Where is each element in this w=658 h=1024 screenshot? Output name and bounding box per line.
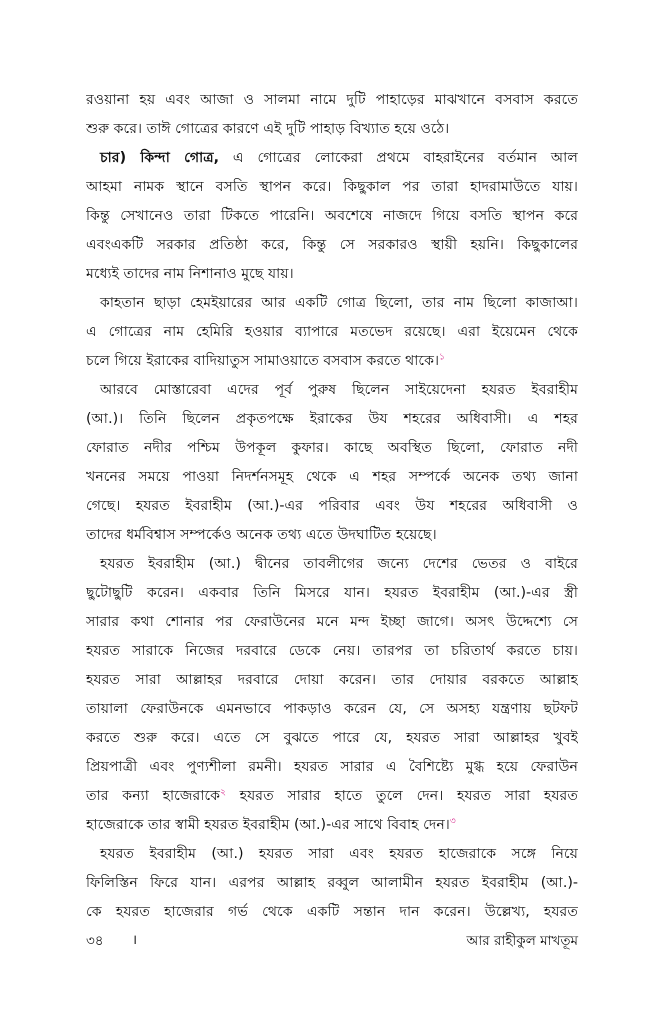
footnote-marker: ১ bbox=[439, 352, 445, 363]
text-line bbox=[86, 202, 578, 231]
text-line bbox=[86, 86, 578, 115]
text-span: মধ্যেই তাদের নাম নিশানাও মুছে যায়। bbox=[86, 266, 294, 282]
text-span: হযরত সারা আল্লাহর দরবারে দোয়া করেন। তার দোয়ার বরকতে আল্লাহ bbox=[86, 672, 578, 688]
text-span: শুরু করে। তাঈ গোত্রের কারণে এই দুটি পাহাড় বিখ্যাত হয়ে ওঠে। bbox=[86, 121, 450, 137]
text-line bbox=[86, 405, 578, 434]
text-line bbox=[86, 173, 578, 202]
text-span: ছুটোছুটি করেন। একবার তিনি মিসরে যান। হযরত ইবরাহীম (আ.)-এর স্ত্রী bbox=[86, 585, 578, 601]
text-line bbox=[86, 550, 578, 579]
text-span: তার কন্যা হাজেরাকে bbox=[86, 788, 221, 804]
text-line bbox=[86, 289, 578, 318]
text-line bbox=[86, 666, 578, 695]
text-span: ফিলিস্তিন ফিরে যান। এরপর আল্লাহ রব্বুল আলামীন হযরত ইবরাহীম (আ.)- bbox=[86, 875, 578, 891]
text-span: করতে শুরু করে। এতে সে বুঝতে পারে যে, হযরত সারা আল্লাহর খুবই bbox=[86, 730, 578, 746]
text-span: রওয়ানা হয় এবং আজা ও সালমা নামে দুটি পাহাড়ের মাঝখানে বসবাস করতে bbox=[86, 92, 578, 108]
text-span: হযরত ইবরাহীম (আ.) দ্বীনের তাবলীগের জন্যে দেশের ভেতর ও বাইরে bbox=[100, 556, 578, 572]
footer-separator: । bbox=[132, 932, 138, 948]
text-span: প্রিয়পাত্রী এবং পুণ্যশীলা রমনী। হযরত সারার এ বৈশিষ্ট্যে মুগ্ধ হয়ে ফেরাউন bbox=[86, 759, 578, 775]
text-span: কিন্তু সেখানেও তারা টিকতে পারেনি। অবশেষে নাজদে গিয়ে বসতি স্থাপন করে bbox=[86, 208, 578, 224]
text-line bbox=[86, 318, 578, 347]
body-text bbox=[86, 86, 578, 927]
text-line bbox=[86, 637, 578, 666]
text-line bbox=[86, 753, 578, 782]
text-line bbox=[86, 231, 578, 260]
text-line bbox=[86, 695, 578, 724]
page-footer bbox=[86, 930, 578, 954]
text-line bbox=[86, 521, 578, 550]
text-line bbox=[86, 144, 578, 173]
text-span: এ গোত্রের নাম হেমিরি হওয়ার ব্যাপারে মতভেদ রয়েছে। এরা ইয়েমেন থেকে bbox=[86, 324, 578, 340]
footnote-marker: ৩ bbox=[449, 816, 456, 827]
text-line bbox=[86, 115, 578, 144]
text-span: হযরত ইবরাহীম (আ.) হযরত সারা এবং হযরত হাজেরাকে সঙ্গে নিয়ে bbox=[100, 846, 578, 862]
text-span: হযরত সারাকে নিজের দরবারে ডেকে নেয়। তারপর তা চরিতার্থ করতে চায়। bbox=[86, 643, 578, 659]
text-line bbox=[86, 376, 578, 405]
text-line bbox=[86, 782, 578, 811]
text-span: আরবে মোস্তারেবা এদের পূর্ব পুরুষ ছিলেন সাইয়েদেনা হযরত ইবরাহীম bbox=[100, 382, 578, 398]
text-line bbox=[86, 811, 578, 840]
text-line bbox=[86, 260, 578, 289]
running-title: আর রাহীকুল মাখতূম bbox=[466, 933, 578, 949]
section-heading: চার) কিন্দা গোত্র, bbox=[100, 150, 220, 166]
footnote-marker: ২ bbox=[220, 787, 226, 798]
text-span: চলে গিয়ে ইরাকের বাদিয়াতুস সামাওয়াতে বসবাস করতে থাকে। bbox=[86, 353, 440, 369]
text-line bbox=[86, 724, 578, 753]
text-line bbox=[86, 898, 578, 927]
text-span: আহমা নামক স্থানে বসতি স্থাপন করে। কিছুকাল পর তারা হাদরামাউতে যায়। bbox=[86, 179, 578, 195]
text-span: তাদের ধর্মবিশ্বাস সম্পর্কেও অনেক তথ্য এতে উদঘাটিত হয়েছে। bbox=[86, 527, 437, 543]
text-line bbox=[86, 608, 578, 637]
text-line bbox=[86, 492, 578, 521]
text-span: ফোরাত নদীর পশ্চিম উপকূল কুফার। কাছে অবস্থিত ছিলো, ফোরাত নদী bbox=[86, 440, 578, 456]
text-span: এবংএকটি সরকার প্রতিষ্ঠা করে, কিন্তু সে সরকারও স্থায়ী হয়নি। কিছুকালের bbox=[86, 237, 578, 253]
text-span: তায়ালা ফেরাউনকে এমনভাবে পাকড়াও করেন যে, সে অসহ্য যন্ত্রণায় ছটফট bbox=[86, 701, 578, 717]
text-line bbox=[86, 579, 578, 608]
text-line bbox=[86, 869, 578, 898]
text-span: এ গোত্রের লোকেরা প্রথমে বাহরাইনের বর্তমান আল bbox=[219, 150, 578, 166]
text-line bbox=[86, 347, 578, 376]
text-span: কাহতান ছাড়া হেমইয়ারের আর একটি গোত্র ছিলো, তার নাম ছিলো কাজাআ। bbox=[100, 295, 578, 311]
text-span: হযরত সারার হাতে তুলে দেন। হযরত সারা হযরত bbox=[225, 788, 578, 804]
text-line bbox=[86, 840, 578, 869]
text-line bbox=[86, 434, 578, 463]
page-number: ৩৪ bbox=[86, 933, 104, 949]
text-line bbox=[86, 463, 578, 492]
text-span: গেছে। হযরত ইবরাহীম (আ.)-এর পরিবার এবং উয শহরের অধিবাসী ও bbox=[86, 498, 578, 514]
text-span: হাজেরাকে তার স্বামী হযরত ইবরাহীম (আ.)-এর সাথে বিবাহ দেন। bbox=[86, 817, 450, 833]
text-span: সারার কথা শোনার পর ফেরাউনের মনে মন্দ ইচ্ছা জাগে। অসৎ উদ্দেশ্যে সে bbox=[86, 614, 578, 630]
text-span: (আ.)। তিনি ছিলেন প্রকৃতপক্ষে ইরাকের উয শহরের অধিবাসী। এ শহর bbox=[86, 411, 578, 427]
text-span: কে হযরত হাজেরার গর্ভ থেকে একটি সন্তান দান করেন। উল্লেখ্য, হযরত bbox=[86, 904, 578, 920]
text-span: খননের সময়ে পাওয়া নিদর্শনসমূহ থেকে এ শহর সম্পর্কে অনেক তথ্য জানা bbox=[86, 469, 578, 485]
